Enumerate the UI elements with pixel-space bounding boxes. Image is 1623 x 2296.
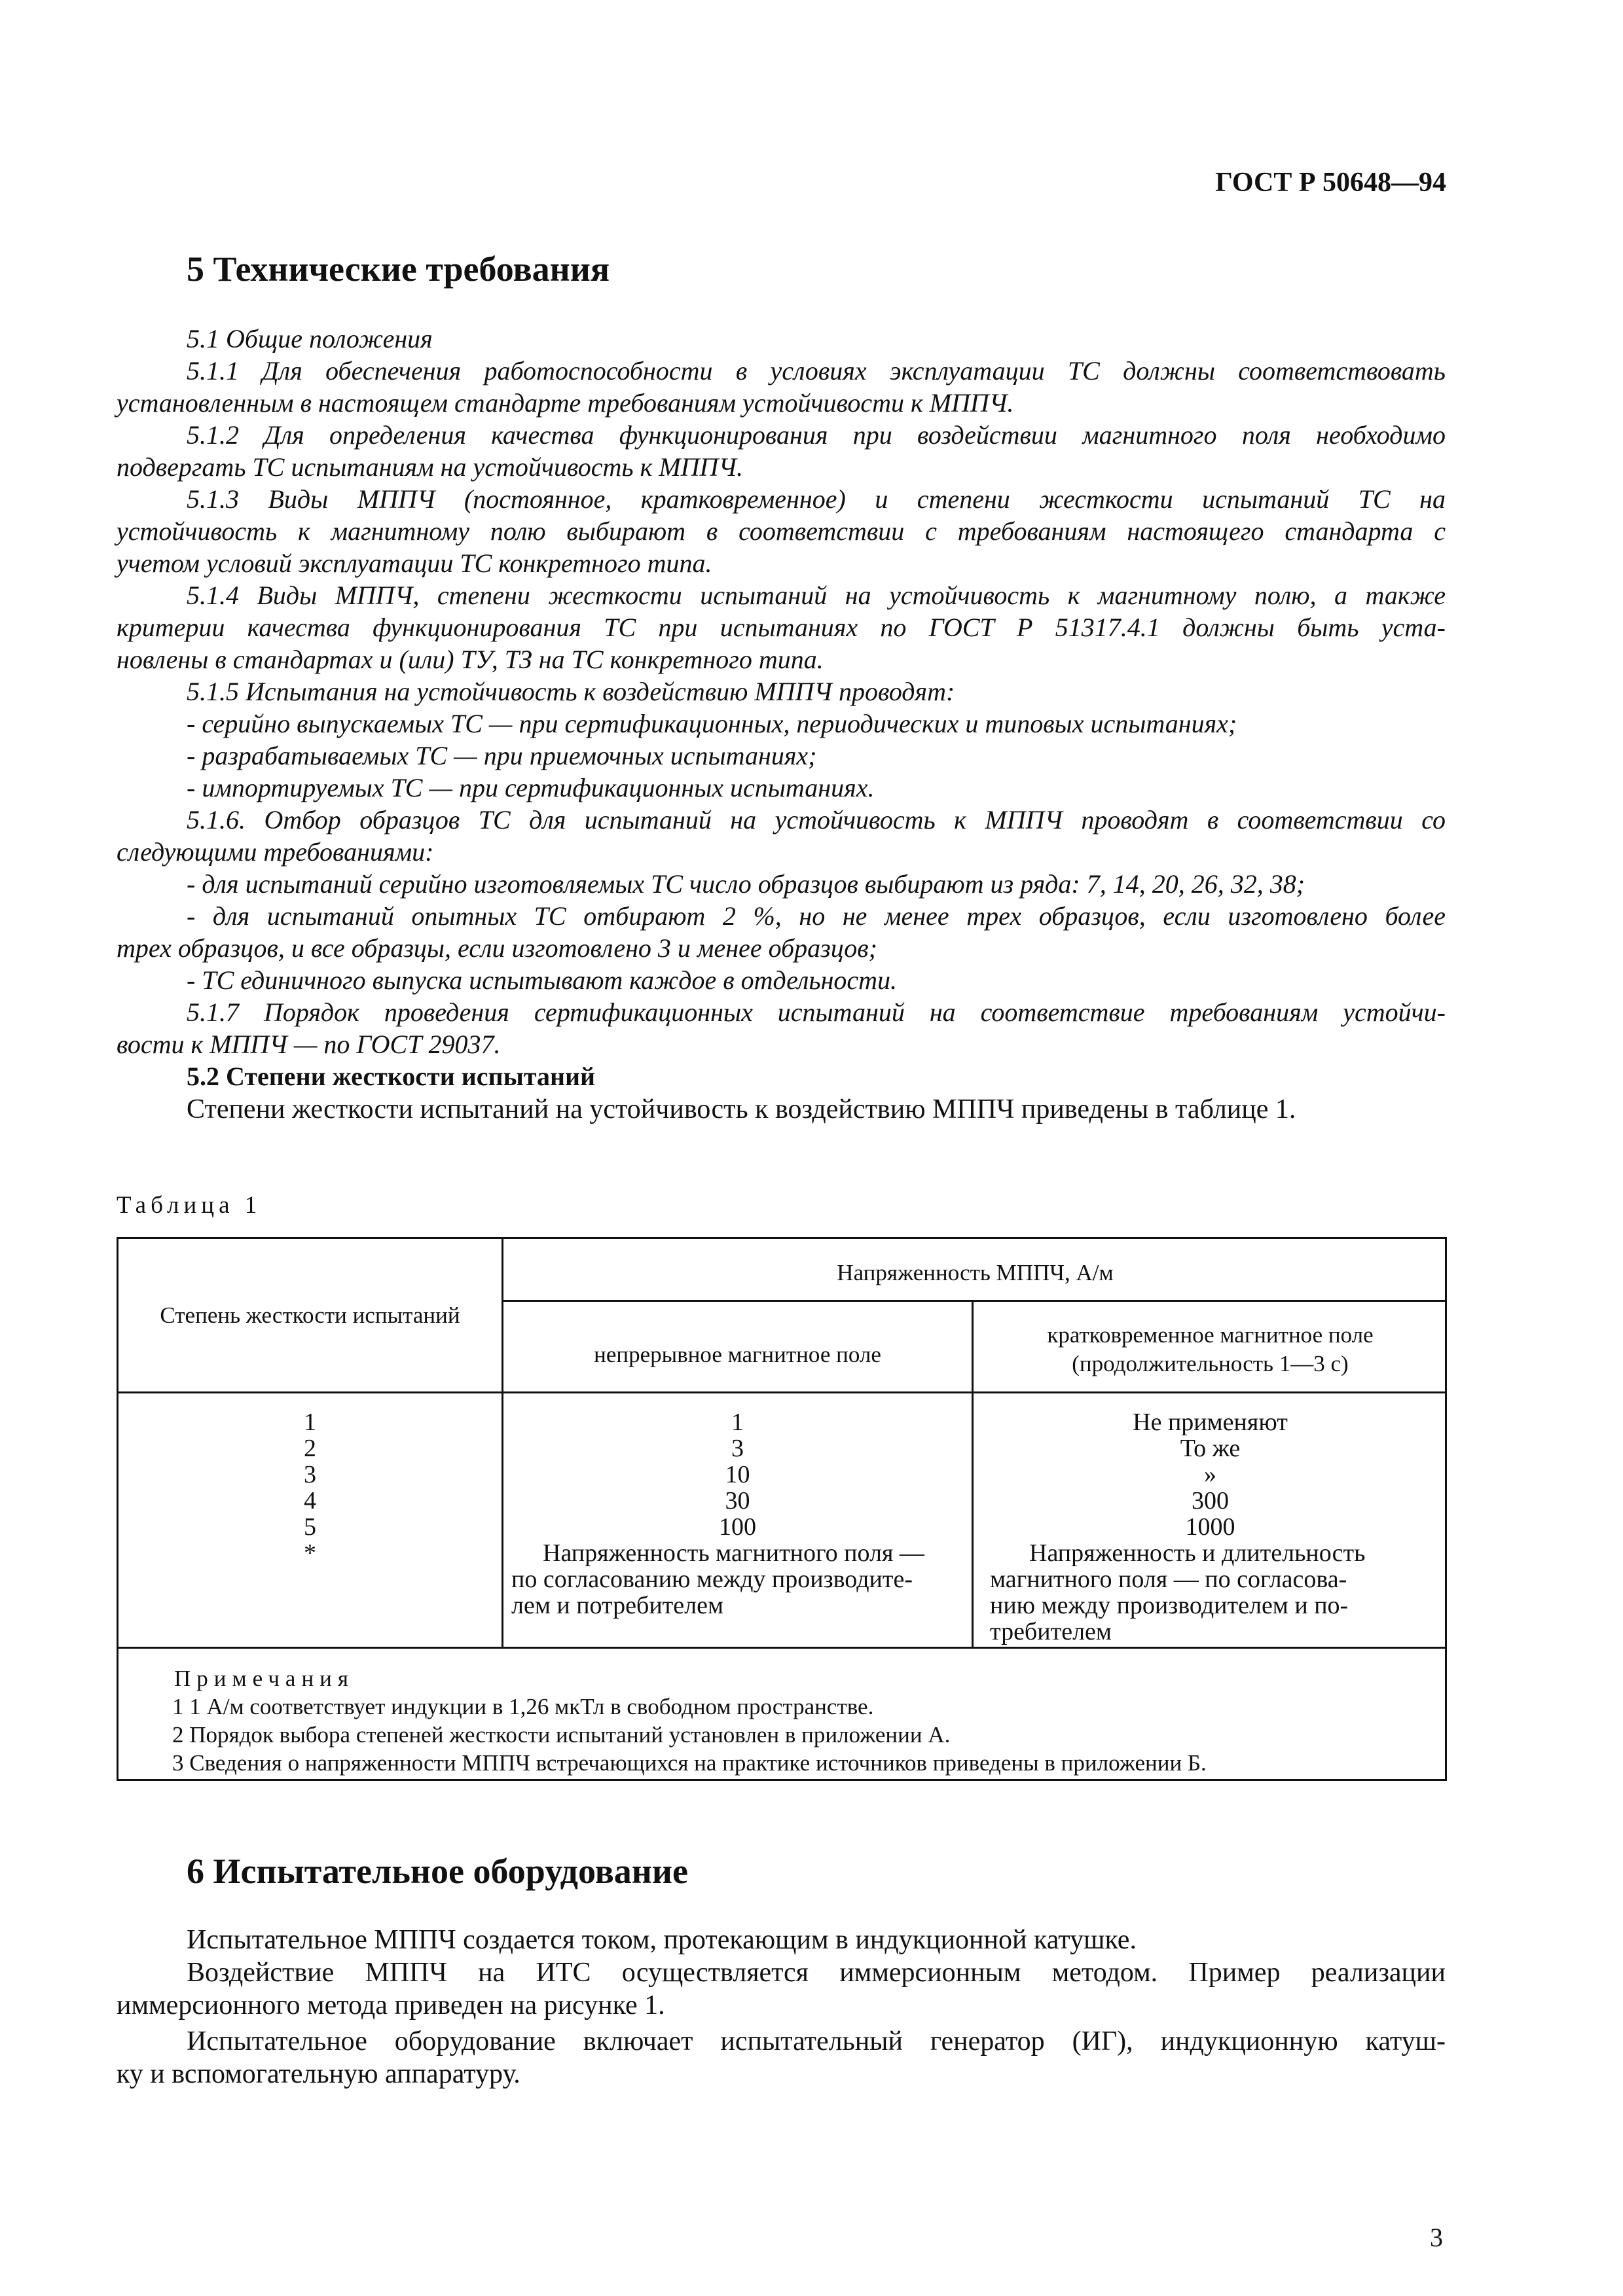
section-6-paragraph-3-line1: Испытательное оборудование включает испытательный генератор (ИГ), индукционную катуш- [187,2026,1446,2056]
continuous-column [503,1409,972,1619]
clause-5-1-5: 5.1.5 Испытания на устойчивость к воздействию МППЧ проводят: [187,677,955,706]
clause-5-1-3-line1: 5.1.3 Виды МППЧ (постоянное, кратковременное) и степени жесткости испытаний ТС на [187,484,1446,514]
section-5-title: 5 Технические требования [187,249,610,289]
header-continuous-field: непрерывное магнитное поле [594,1342,881,1367]
clause-5-1-5-item3: - импортируемых ТС — при сертификационных испытаниях. [187,773,875,802]
header-short-term-line1: кратковременное магнитное поле [1047,1322,1374,1348]
table-notes [172,1664,1207,1777]
continuous-cell: 30 [725,1487,750,1515]
header-short-term-field [974,1321,1447,1378]
table-divider-header [119,1391,1447,1393]
level-cell: 3 [304,1461,316,1488]
level-cell: 4 [304,1487,316,1515]
header-field-strength: Напряженность МППЧ, А/м [837,1260,1114,1285]
short-term-cell: 300 [1192,1487,1229,1515]
clause-5-1-2-line1: 5.1.2 Для определения качества функционирования при воздействии магнитного поля необходимо [187,420,1446,450]
continuous-cell: 3 [731,1435,744,1462]
header-severity-level: Степень жесткости испытаний [160,1302,460,1328]
clause-5-1-6-item1: - для испытаний серийно изготовляемых ТС число образцов выбирают из ряда: 7, 14, 20, 26, 32, 38; [187,869,1305,899]
continuous-cell: 100 [719,1513,756,1541]
section-6-title: 6 Испытательное оборудование [187,1852,688,1891]
clause-5-1-1-line2: установленным в настоящем стандарте требованиям устойчивости к МППЧ. [117,388,1014,418]
level-cell: 2 [304,1435,316,1462]
table-divider-notes [119,1647,1447,1649]
continuous-cell: 1 [731,1408,744,1436]
level-cell: * [304,1539,316,1567]
clause-5-1-4-line2: критерии качества функционирования ТС при испытаниях по ГОСТ Р 51317.4.1 должны быть уста- [117,613,1446,642]
clause-5-1-6-item2-line1: - для испытаний опытных ТС отбирают 2 %, но не менее трех образцов, если изготовлено более [187,901,1446,931]
note-item: 3 Сведения о напряженности МППЧ встречающихся на практике источников приведены в приложении Б. [172,1750,1207,1776]
short-term-star-line: Напряженность и длительность [1029,1539,1366,1567]
section-6-paragraph-3-line2: ку и вспомогательную аппаратуру. [117,2059,520,2089]
note-item: 2 Порядок выбора степеней жесткости испытаний установлен в приложении А. [172,1722,951,1748]
short-term-column [974,1409,1447,1645]
table-1 [117,1237,1447,1781]
document-code: ГОСТ Р 50648—94 [1215,168,1446,198]
clause-5-1-2-line2: подвергать ТС испытаниям на устойчивость к МППЧ. [117,452,743,482]
clause-5-1-4-line1: 5.1.4 Виды МППЧ, степени жесткости испытаний на устойчивость к магнитному полю, а также [187,581,1446,610]
continuous-cell: 10 [725,1461,750,1488]
short-term-star-line: требителем [990,1618,1112,1645]
level-cell: 5 [304,1513,316,1541]
continuous-star-line: лем и потребителем [511,1592,724,1619]
clause-5-1-3-line2: устойчивость к магнитному полю выбирают в соответствии с требованиям настоящего стандарта с [117,516,1446,546]
table-caption: Таблица 1 [117,1192,262,1219]
notes-caption: Примечания [174,1666,355,1691]
clause-5-2-title: 5.2 Степени жесткости испытаний [187,1062,596,1091]
header-short-term-line2: (продолжительность 1—3 с) [1072,1351,1349,1376]
table-divider-group [501,1300,1447,1302]
short-term-cell: То же [1180,1435,1241,1462]
clause-5-1: 5.1 Общие положения [187,324,433,353]
clause-5-1-5-item1: - серийно выпускаемых ТС — при сертификационных, периодических и типовых испытаниях; [187,709,1237,738]
short-term-cell: Не применяют [1133,1408,1288,1436]
clause-5-1-6-line2: следующими требованиями: [117,837,434,867]
section-6-paragraph-2-line2: иммерсионного метода приведен на рисунке 1. [117,1990,665,2020]
clause-5-1-3-line3: учетом условий эксплуатации ТС конкретного типа. [117,548,712,578]
clause-5-1-5-item2: - разрабатываемых ТС — при приемочных испытаниях; [187,741,817,770]
section-6-paragraph-2-line1: Воздействие МППЧ на ИТС осуществляется иммерсионным методом. Пример реализации [187,1958,1446,1988]
clause-5-1-6-item2-line2: трех образцов, и все образцы, если изготовлено 3 и менее образцов; [117,933,877,963]
clause-5-1-1-line1: 5.1.1 Для обеспечения работоспособности в условиях эксплуатации ТС должны соответствовать [187,356,1446,386]
clause-5-1-6-item3: - ТС единичного выпуска испытывают каждое в отдельности. [187,965,898,995]
short-term-cell: » [1204,1461,1216,1488]
note-item: 1 1 А/м соответствует индукции в 1,26 мкТл в свободном пространстве. [172,1694,874,1719]
clause-5-2-text: Степени жесткости испытаний на устойчивость к воздействию МППЧ приведены в таблице 1. [187,1094,1296,1124]
clause-5-1-4-line3: новлены в стандартах и (или) ТУ, ТЗ на ТС конкретного типа. [117,645,824,674]
clause-5-1-7-line2: вости к МППЧ — по ГОСТ 29037. [117,1030,501,1059]
short-term-star-line: магнитного поля — по согласова- [990,1566,1347,1593]
short-term-cell: 1000 [1185,1513,1235,1541]
page-number: 3 [1430,2223,1443,2252]
section-6-paragraph-1: Испытательное МППЧ создается током, протекающим в индукционной катушке. [187,1925,1137,1955]
continuous-star-line: Напряженность магнитного поля — [543,1539,924,1567]
clause-5-1-6-line1: 5.1.6. Отбор образцов ТС для испытаний на устойчивость к МППЧ проводят в соответствии со [187,805,1446,834]
levels-column [119,1409,501,1566]
clause-5-1-7-line1: 5.1.7 Порядок проведения сертификационных испытаний на соответствие требованиям устойчи- [187,997,1446,1027]
short-term-star-line: нию между производителем и по- [990,1592,1349,1619]
level-cell: 1 [304,1408,316,1436]
continuous-star-line: по согласованию между производите- [511,1566,913,1593]
